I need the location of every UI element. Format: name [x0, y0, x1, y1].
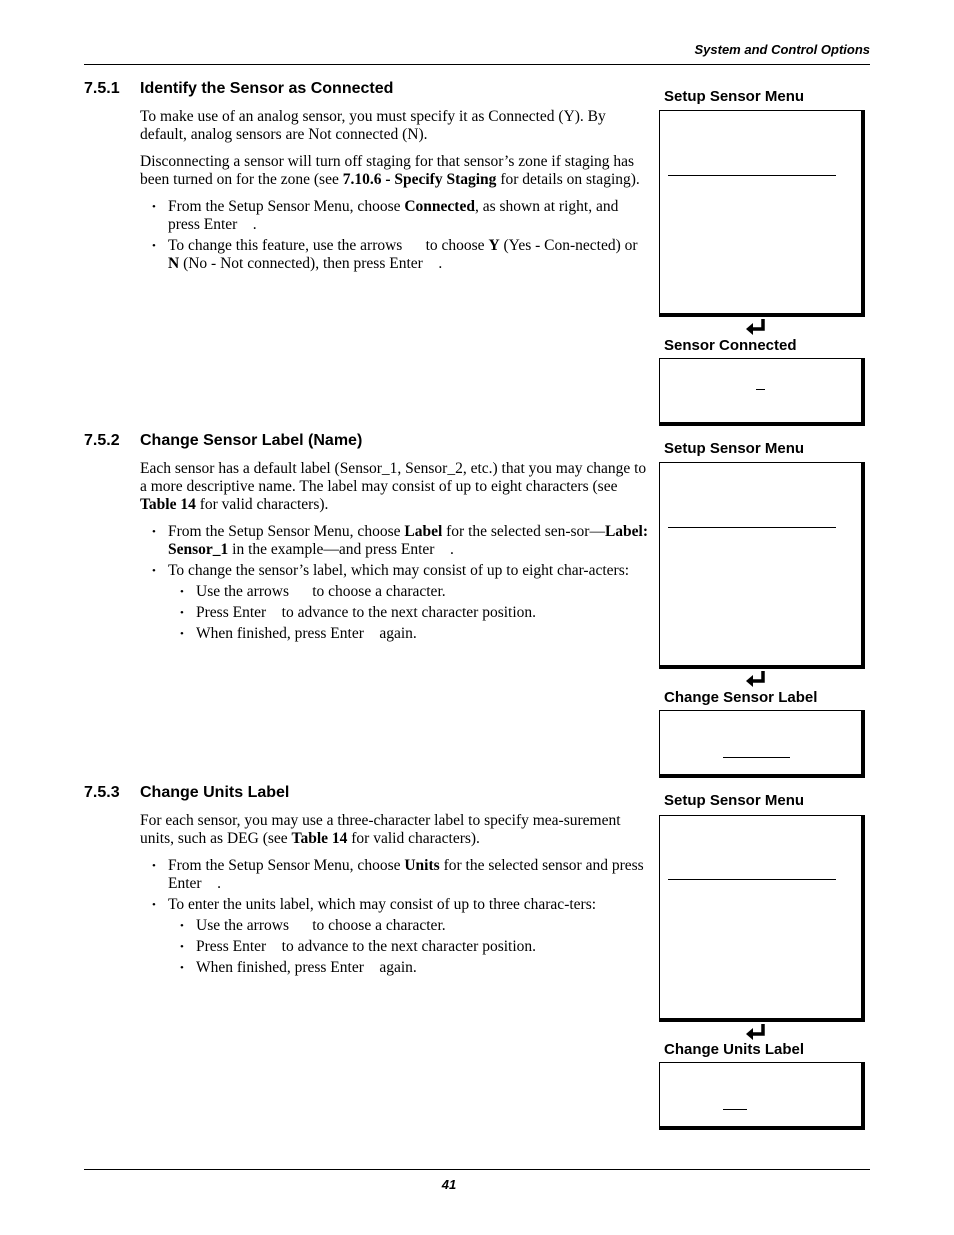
label-field-underline: [723, 757, 790, 758]
section-body-7-5-3: [140, 812, 652, 980]
paragraph: To make use of an analog sensor, you must specify it as Connected (Y). By default, analog sensors are Not connected (N).: [140, 108, 606, 143]
section-number: 7.5.1: [84, 80, 120, 97]
sub-list-item: • Use the arrows to choose a character.: [168, 583, 652, 601]
lcd-screen-setup-sensor-menu: [659, 815, 865, 1022]
page-number: 41: [441, 1177, 457, 1192]
lcd-screen-change-sensor-label: [659, 710, 865, 778]
lcd-screen-change-units-label: [659, 1062, 865, 1130]
running-header: System and Control Options: [694, 42, 870, 57]
list-item: • From the Setup Sensor Menu, choose Label for the selected sen-sor—Label: Sensor_1 in the example—and press Enter .: [140, 523, 652, 559]
section-title: Change Sensor Label (Name): [140, 432, 363, 449]
menu-highlight-line: [668, 175, 836, 176]
figure-label: Setup Sensor Menu: [664, 792, 805, 809]
sub-list-item: • When finished, press Enter again.: [168, 625, 652, 643]
section-title: Change Units Label: [140, 784, 290, 801]
lcd-screen-setup-sensor-menu: [659, 462, 865, 669]
list-item: • From the Setup Sensor Menu, choose Units for the selected sensor and press Enter .: [140, 857, 652, 893]
figure-label: Change Units Label: [664, 1041, 805, 1058]
figure-label: Sensor Connected: [664, 337, 797, 354]
section-heading-7-5-3: [84, 784, 289, 802]
list-item: • To change this feature, use the arrows to choose Y (Yes - Con-nected) or N (No - Not connected), then press Enter .: [140, 237, 652, 273]
bullet-list: [140, 198, 652, 273]
sub-bullet-list: [140, 917, 652, 977]
bullet-list: [140, 523, 652, 643]
paragraph: For each sensor, you may use a three-character label to specify mea-surement units, such as DEG (see Table 14 for valid characters).: [140, 812, 621, 847]
units-field-underline: [723, 1109, 747, 1110]
list-item: • From the Setup Sensor Menu, choose Connected, as shown at right, and press Enter .: [140, 198, 652, 234]
section-number: 7.5.2: [84, 432, 120, 449]
sub-list-item: • Press Enter to advance to the next character position.: [168, 604, 652, 622]
header-rule: [84, 64, 870, 65]
section-heading-7-5-2: [84, 432, 362, 450]
lcd-screen-sensor-connected: [659, 358, 865, 426]
sub-bullet-list: [140, 583, 652, 643]
list-item: • To change the sensor’s label, which may consist of up to eight char-acters: • Use the arrows to choose a character. • Press Enter to advance to the next character position. • When finished, press Enter again.: [140, 562, 652, 643]
paragraph: Disconnecting a sensor will turn off staging for that sensor’s zone if staging has been turned on for the zone (see 7.10.6 - Specify Staging for details on staging).: [140, 153, 640, 188]
enter-key-icon: [745, 670, 767, 688]
cursor-underline: [756, 389, 765, 390]
menu-highlight-line: [668, 879, 836, 880]
figure-label: Change Sensor Label: [664, 689, 818, 706]
menu-highlight-line: [668, 527, 836, 528]
section-title: Identify the Sensor as Connected: [140, 80, 394, 97]
section-number: 7.5.3: [84, 784, 120, 801]
section-body-7-5-1: [140, 108, 652, 276]
enter-key-icon: [745, 1023, 767, 1041]
sub-list-item: • Press Enter to advance to the next character position.: [168, 938, 652, 956]
figure-label: Setup Sensor Menu: [664, 88, 805, 105]
section-heading-7-5-1: [84, 80, 393, 98]
bullet-list: [140, 857, 652, 977]
lcd-screen-setup-sensor-menu: [659, 110, 865, 317]
sub-list-item: • When finished, press Enter again.: [168, 959, 652, 977]
section-body-7-5-2: [140, 460, 652, 646]
paragraph: Each sensor has a default label (Sensor_1, Sensor_2, etc.) that you may change to a more descriptive name. The label may consist of up to eight characters (see Table 14 for valid characters).: [140, 460, 647, 513]
sub-list-item: • Use the arrows to choose a character.: [168, 917, 652, 935]
figure-label: Setup Sensor Menu: [664, 440, 805, 457]
list-item: • To enter the units label, which may consist of up to three charac-ters: • Use the arrows to choose a character. • Press Enter to advance to the next character position. • When finished, press Enter again.: [140, 896, 652, 977]
footer-rule: [84, 1169, 870, 1170]
enter-key-icon: [745, 318, 767, 336]
